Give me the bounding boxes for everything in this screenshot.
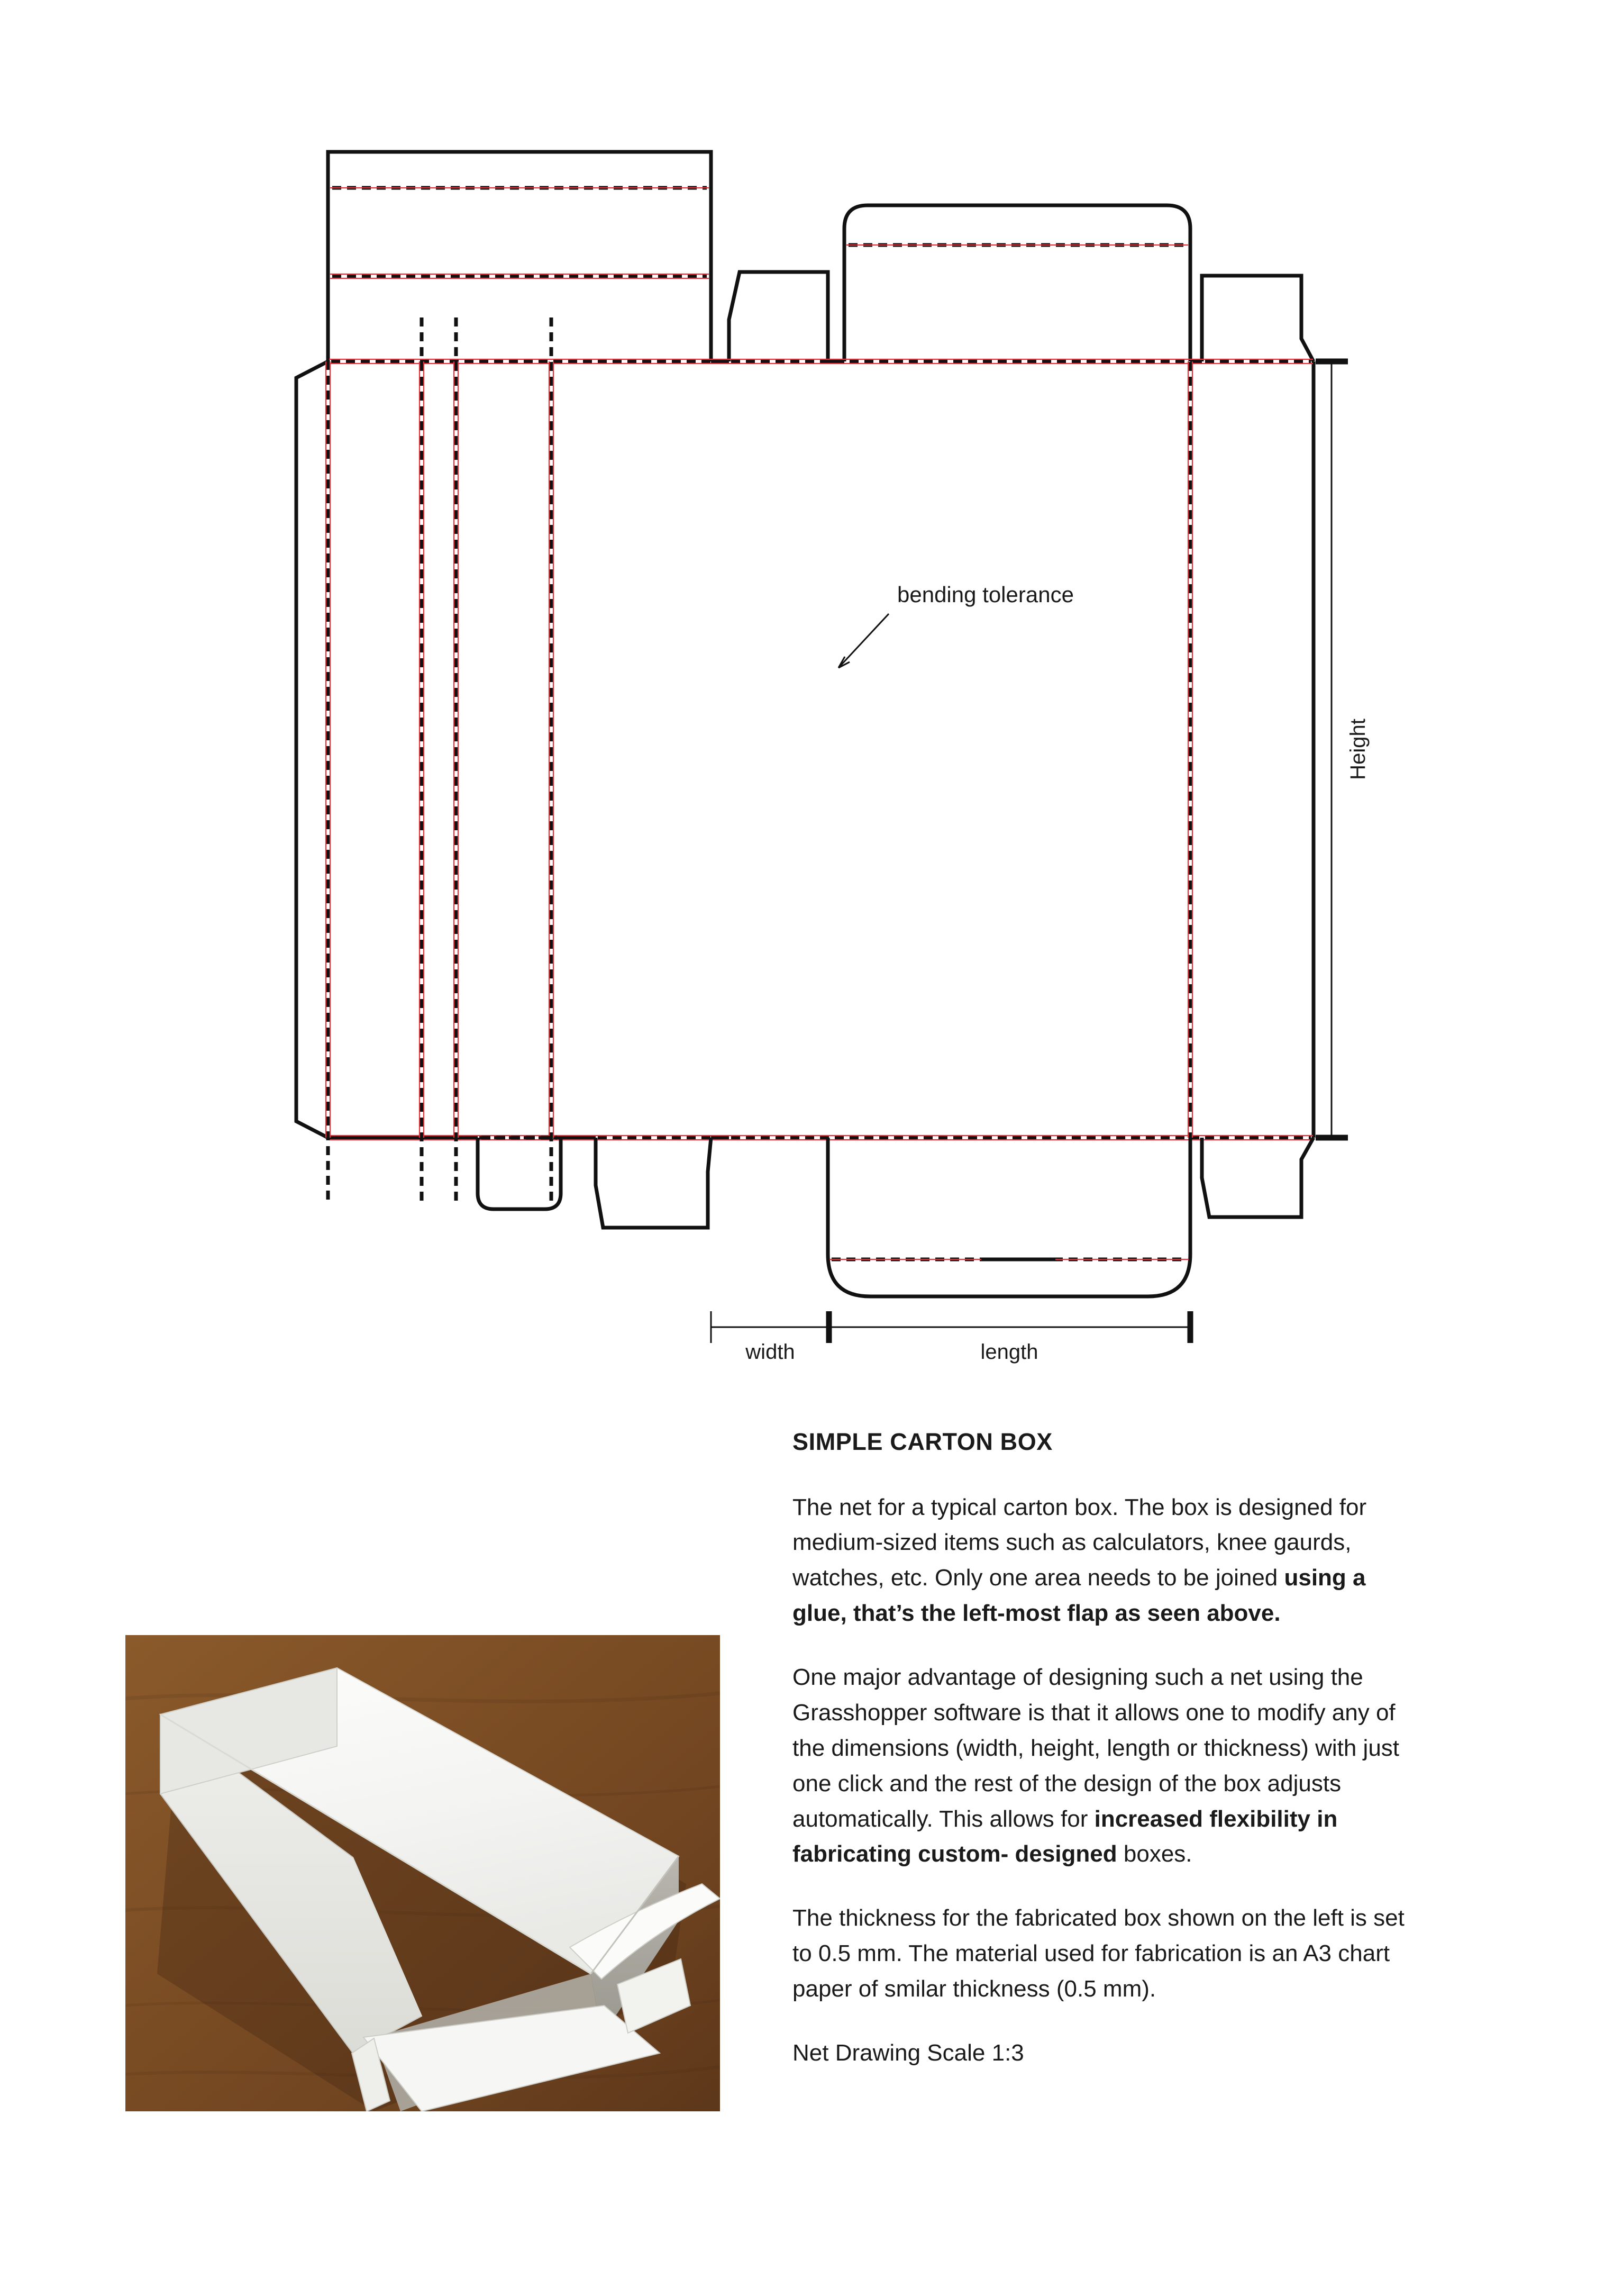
description-column [792, 1429, 1417, 2071]
width-dimension-label: width [745, 1340, 795, 1364]
text-run-advantage-2: boxes. [1123, 1841, 1192, 1867]
height-dimension-label: Height [1346, 719, 1370, 780]
paragraph-thickness [792, 1901, 1417, 2007]
text-run-advantage-0: One major advantage of designing such a net using the Grasshopper software is that it allows one to modify any of the dimensions (width, height, length or thickness) with just one click and the rest of the design of the box adjusts automatically. This allows for [792, 1664, 1400, 1832]
fold-line-1 [326, 153, 330, 1201]
paragraph-intro [792, 1490, 1417, 1632]
text-run-intro-0: The net for a typical carton box. The box is designed for medium-sized items such as calculators, knee gaurds, watches, etc. Only one area needs to be joined [792, 1494, 1367, 1591]
paragraph-advantage [792, 1660, 1417, 1872]
fabricated-box-photo [125, 1635, 720, 2111]
fabricated-box-photo-svg [125, 1635, 720, 2111]
page-title: SIMPLE CARTON BOX [792, 1428, 1053, 1455]
bending-tolerance-label: bending tolerance [897, 582, 1074, 607]
text-run-scale-0: Net Drawing Scale 1:3 [792, 2039, 1024, 2066]
length-dimension-label: length [980, 1340, 1038, 1364]
text-run-intro-1: using a glue, that’s the left-most flap as seen above. [792, 1565, 1366, 1627]
paragraph-scale [792, 2036, 1417, 2071]
text-run-advantage-1: increased flexibility in fabricating custom- designed [792, 1805, 1338, 1867]
text-run-thickness-0: The thickness for the fabricated box shown on the left is set to 0.5 mm. The material used for fabrication is an A3 chart paper of smilar thickness (0.5 mm). [792, 1905, 1405, 2002]
